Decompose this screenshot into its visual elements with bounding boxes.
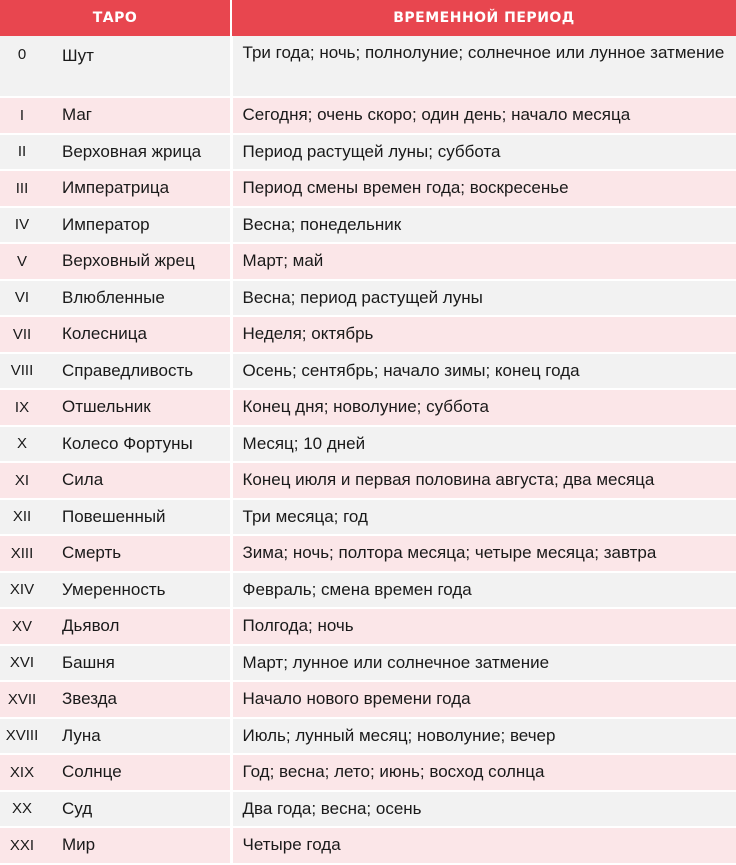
card-name: Повешенный [44, 499, 231, 536]
card-number: II [0, 134, 44, 171]
table-row [0, 207, 736, 244]
card-name: Отшельник [44, 389, 231, 426]
time-period: Два года; весна; осень [231, 791, 736, 828]
time-period: Сегодня; очень скоро; один день; начало месяца [231, 97, 736, 134]
time-period: Четыре года [231, 827, 736, 864]
card-number: V [0, 243, 44, 280]
card-number: I [0, 97, 44, 134]
card-name: Верховная жрица [44, 134, 231, 171]
time-period: Зима; ночь; полтора месяца; четыре месяца; завтра [231, 535, 736, 572]
table-row [0, 36, 736, 97]
table-row [0, 754, 736, 791]
time-period: Март; лунное или солнечное затмение [231, 645, 736, 682]
card-name: Умеренность [44, 572, 231, 609]
table-row [0, 645, 736, 682]
card-number: 0 [0, 36, 44, 97]
card-name: Луна [44, 718, 231, 755]
card-name: Мир [44, 827, 231, 864]
time-period: Период смены времен года; воскресенье [231, 170, 736, 207]
card-number: XVIII [0, 718, 44, 755]
table-row [0, 718, 736, 755]
card-number: XII [0, 499, 44, 536]
card-number: XVI [0, 645, 44, 682]
card-name: Шут [44, 36, 231, 97]
card-name: Сила [44, 462, 231, 499]
time-period: Июль; лунный месяц; новолуние; вечер [231, 718, 736, 755]
card-number: XIX [0, 754, 44, 791]
header-period: ВРЕМЕННОЙ ПЕРИОД [231, 0, 736, 36]
table-row [0, 462, 736, 499]
time-period: Неделя; октябрь [231, 316, 736, 353]
table-row [0, 97, 736, 134]
time-period: Год; весна; лето; июнь; восход солнца [231, 754, 736, 791]
table-row [0, 572, 736, 609]
time-period: Три месяца; год [231, 499, 736, 536]
table-row [0, 499, 736, 536]
card-number: III [0, 170, 44, 207]
table-row [0, 243, 736, 280]
table-row [0, 353, 736, 390]
time-period: Февраль; смена времен года [231, 572, 736, 609]
card-name: Смерть [44, 535, 231, 572]
time-period: Период растущей луны; суббота [231, 134, 736, 171]
card-name: Башня [44, 645, 231, 682]
card-name: Император [44, 207, 231, 244]
table-body [0, 36, 736, 864]
table-row [0, 827, 736, 864]
table-row [0, 170, 736, 207]
card-number: XX [0, 791, 44, 828]
table-row [0, 426, 736, 463]
table-row [0, 134, 736, 171]
card-name: Колесница [44, 316, 231, 353]
card-number: X [0, 426, 44, 463]
card-name: Звезда [44, 681, 231, 718]
time-period: Март; май [231, 243, 736, 280]
card-number: XVII [0, 681, 44, 718]
time-period: Месяц; 10 дней [231, 426, 736, 463]
time-period: Конец дня; новолуние; суббота [231, 389, 736, 426]
time-period: Три года; ночь; полнолуние; солнечное или лунное затмение [231, 36, 736, 97]
card-name: Справедливость [44, 353, 231, 390]
card-name: Солнце [44, 754, 231, 791]
card-number: VIII [0, 353, 44, 390]
table-row [0, 535, 736, 572]
time-period: Весна; понедельник [231, 207, 736, 244]
card-number: VII [0, 316, 44, 353]
card-name: Дьявол [44, 608, 231, 645]
card-number: IV [0, 207, 44, 244]
card-number: XV [0, 608, 44, 645]
card-number: IX [0, 389, 44, 426]
table-row [0, 791, 736, 828]
time-period: Осень; сентябрь; начало зимы; конец года [231, 353, 736, 390]
card-number: XIV [0, 572, 44, 609]
time-period: Весна; период растущей луны [231, 280, 736, 317]
card-number: XIII [0, 535, 44, 572]
table-row [0, 316, 736, 353]
card-name: Суд [44, 791, 231, 828]
card-name: Маг [44, 97, 231, 134]
card-name: Влюбленные [44, 280, 231, 317]
time-period: Полгода; ночь [231, 608, 736, 645]
table-row [0, 608, 736, 645]
table-header-row [0, 0, 736, 36]
card-number: XI [0, 462, 44, 499]
time-period: Начало нового времени года [231, 681, 736, 718]
table-row [0, 681, 736, 718]
header-taro: ТАРО [0, 0, 231, 36]
table-row [0, 280, 736, 317]
card-number: VI [0, 280, 44, 317]
time-period: Конец июля и первая половина августа; два месяца [231, 462, 736, 499]
card-number: XXI [0, 827, 44, 864]
table-row [0, 389, 736, 426]
card-name: Колесо Фортуны [44, 426, 231, 463]
card-name: Верховный жрец [44, 243, 231, 280]
card-name: Императрица [44, 170, 231, 207]
